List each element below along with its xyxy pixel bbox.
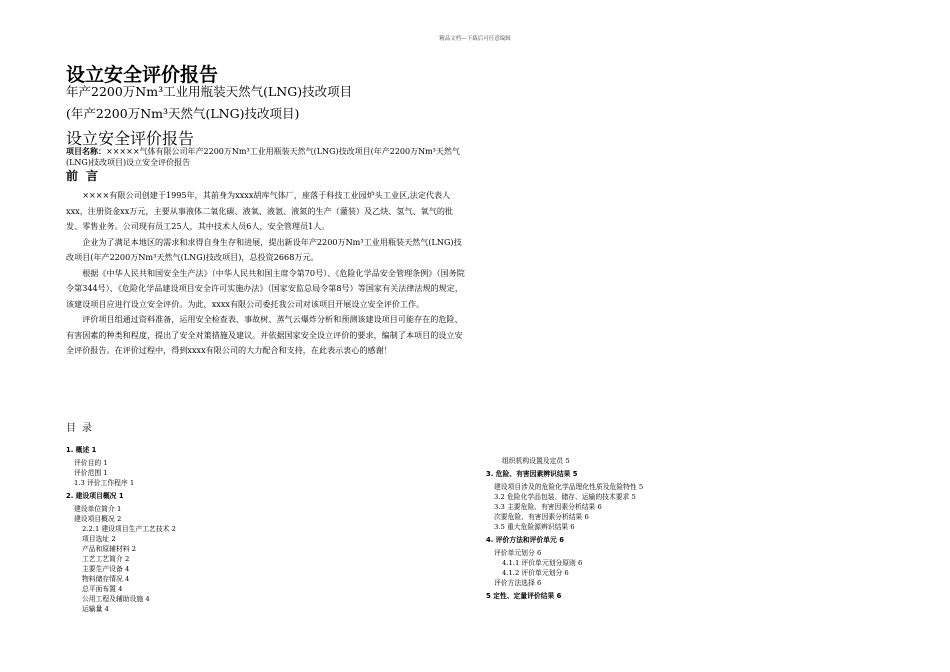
toc-entry[interactable]: 4. 评价方法和评价单元 6 [486,536,564,544]
toc-entry[interactable]: 建设单位简介 1 [74,505,122,513]
toc-entry[interactable]: 评价范围 1 [74,469,108,477]
toc-entry[interactable]: 3. 危险、有害因素辨识结果 5 [486,470,578,478]
toc-entry[interactable]: 3.2 危险化学品包装、储存、运输的技术要求 5 [494,493,636,501]
toc-left-column [66,442,176,614]
paragraph: ××××有限公司创建于1995年，其前身为xxxx胡库气体厂，座落于科技工业园炉头工业区,法定代表人xxx，注册资金xx万元，主要从事液体二氧化碳、液氧、液氩、液氮的生产（灌装）及乙炔、氢气、氧气的批发、零售业务。公司现有员工25人，其中技术人员6人，安全管理员1人。 [66,190,454,231]
toc-entry[interactable]: 评价目的 1 [74,459,108,467]
paragraph: 企业为了满足本地区的需求和求得自身生存和进展，提出新设年产2200万Nm³工业用瓶装天然气(LNG)技改项目(年产2200万Nm³天然气(LNG)技改项目)，总投资2668万元。 [66,236,462,262]
toc-entry[interactable]: 4.1.1 评价单元划分原则 6 [502,559,583,567]
toc-entry[interactable]: 总平面布置 4 [82,585,123,593]
toc-entry[interactable]: 主要生产设备 4 [82,565,130,573]
project-name-block [66,146,466,168]
project-name-value: ×××××气体有限公司年产2200万Nm³工业用瓶装天然气(LNG)技改项目(年产2200万Nm³天然气(LNG)技改项目)设立安全评价报告 [66,147,460,167]
toc-entry[interactable]: 组织机构设置及定员 5 [502,457,570,465]
project-name-label: 项目名称： [66,147,106,156]
toc-entry[interactable]: 运输量 4 [82,605,109,613]
toc-entry[interactable]: 1. 概述 1 [66,446,97,454]
toc-entry[interactable]: 5 定性、定量评价结果 6 [486,592,562,600]
toc-entry[interactable]: 评价方法选择 6 [494,579,542,587]
foreword-heading: 前言 [66,169,107,183]
toc-entry[interactable]: 1.3 评价工作程序 1 [74,479,135,487]
toc-entry[interactable]: 2.2.1 建设项目生产工艺技术 2 [82,525,176,533]
paragraph: 评价项目组通过资料准备，运用安全检查表、事故树、蒸气云爆炸分析和预测该建设项目可能存在的危险、有害因素的种类和程度，提出了安全对策措施及建议。并依据国家安全设立评价的要求，编制了本项目的设立安全评价报告。在评价过程中，得到xxxx有限公司的大力配合和支持，在此表示衷心的感谢！ [66,314,463,355]
report-title: 设立安全评价报告 [66,64,219,86]
toc-right-column [486,456,643,604]
watermark-text: 精品文档---下载后可任意编辑 [439,36,511,42]
toc-entry[interactable]: 建设项目概况 2 [74,515,122,523]
toc-entry[interactable]: 公用工程及辅助设施 4 [82,595,150,603]
toc-entry[interactable]: 4.1.2 评价单元划分 6 [502,569,569,577]
report-subtitle: 设立安全评价报告 [66,129,195,148]
toc-title: 目录 [66,423,98,434]
project-title-line-1: 年产2200万Nm³工业用瓶装天然气(LNG)技改项目 [66,84,353,99]
toc-entry[interactable]: 次要危险、有害因素分析结果 6 [494,513,589,521]
toc-entry[interactable]: 3.5 重大危险源辨识结果 6 [494,523,575,531]
toc-entry[interactable]: 项目选址 2 [82,535,116,543]
toc-entry[interactable]: 3.3 主要危险、有害因素分析结果 6 [494,503,602,511]
paragraph: 根据《中华人民共和国安全生产法》（中华人民共和国主席令第70号）、《危险化学品安全管理条例》（国务院令第344号）、《危险化学品建设项目安全许可实施办法》（国家安监总局令第8号）等国家有关法律法规的规定，该建设项目应进行设立安全评价。为此，xxxx有限公司委托我公司对该项目开展设立安全评价工作。 [66,267,465,309]
toc-entry[interactable]: 评价单元划分 6 [494,549,542,557]
toc-entry[interactable]: 工艺工艺简介 2 [82,555,130,563]
project-title-line-2: (年产2200万Nm³天然气(LNG)技改项目) [66,106,300,121]
toc-entry[interactable]: 产品和原辅材料 2 [82,545,137,553]
toc-entry[interactable]: 建设项目涉及的危险化学品理化性质及危险特性 5 [494,483,644,491]
toc-entry[interactable]: 物料储存情况 4 [82,575,130,583]
foreword-body [66,188,466,359]
toc-entry[interactable]: 2. 建设项目概况 1 [66,492,124,500]
